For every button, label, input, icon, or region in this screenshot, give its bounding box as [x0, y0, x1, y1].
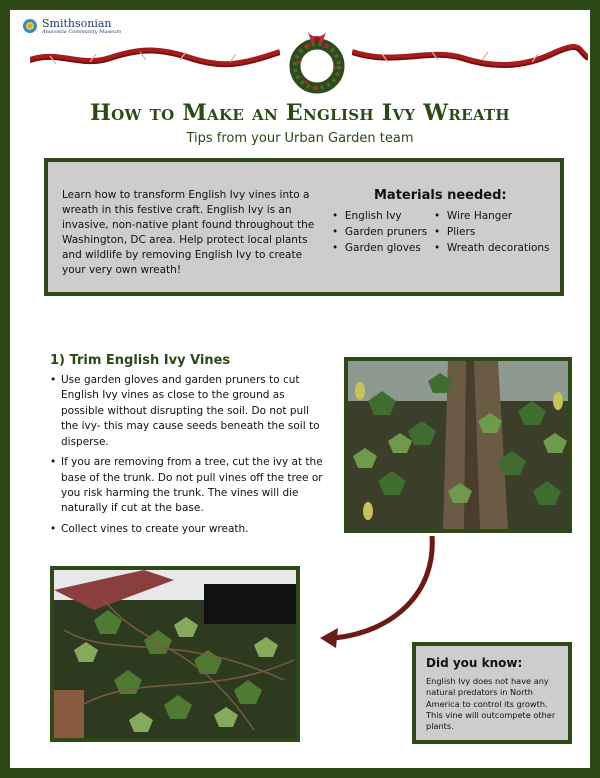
smithsonian-logo [22, 18, 121, 35]
page-title: How to Make an English Ivy Wreath [90, 100, 510, 126]
materials-title: Materials needed: [374, 188, 507, 203]
did-you-know-title: Did you know: [426, 656, 523, 670]
step-1-bullet: • Collect vines to create your wreath. [50, 522, 324, 537]
did-you-know-text: English Ivy does not have any natural predators in North America to control its growth. This vine will outcompete other plants. [426, 676, 556, 732]
material-item: • Wire Hanger [434, 210, 554, 222]
intro-text: Learn how to transform English Ivy vines into a wreath in this festive craft. English Ivy is an invasive, non-native plant found throughout the Washington, DC area. Help protect local plants and wildlife by removing English Ivy to create your very own wreath! [62, 189, 315, 276]
page-subtitle: Tips from your Urban Garden team [186, 131, 414, 146]
material-item: • Wreath decorations [434, 242, 554, 254]
step-1-bullet: • Use garden gloves and garden pruners to cut English Ivy vines as close to the ground as possible without disrupting the soil. Do not pull the ivy- this may cause seeds beneath the soil to disperse. [50, 373, 324, 450]
red-ribbon-left [30, 40, 280, 70]
ivy-on-tree-photo [344, 357, 572, 533]
step-1-bullet: • If you are removing from a tree, cut the ivy at the base of the trunk. Do not pull vines off the tree or you risk harming the trunk. The vines will die naturally if cut at the base. [50, 455, 324, 517]
intro-box [44, 158, 564, 296]
material-item: • Pliers [434, 226, 554, 238]
step-1-title: 1) Trim English Ivy Vines [50, 353, 231, 368]
logo-subtitle: Anacostia Community Museum [42, 29, 121, 35]
curved-arrow [314, 532, 444, 652]
material-item: • Garden gloves [332, 242, 428, 254]
material-item: • English Ivy [332, 210, 428, 222]
red-ribbon-right [352, 40, 588, 70]
materials-list [332, 210, 562, 254]
material-item: • Garden pruners [332, 226, 428, 238]
sun-icon [22, 18, 38, 34]
ivy-pile-photo [50, 566, 300, 742]
logo-name: Smithsonian [42, 17, 112, 30]
step-1-list [50, 373, 324, 542]
wreath-illustration [284, 22, 350, 98]
did-you-know-box [412, 642, 572, 744]
